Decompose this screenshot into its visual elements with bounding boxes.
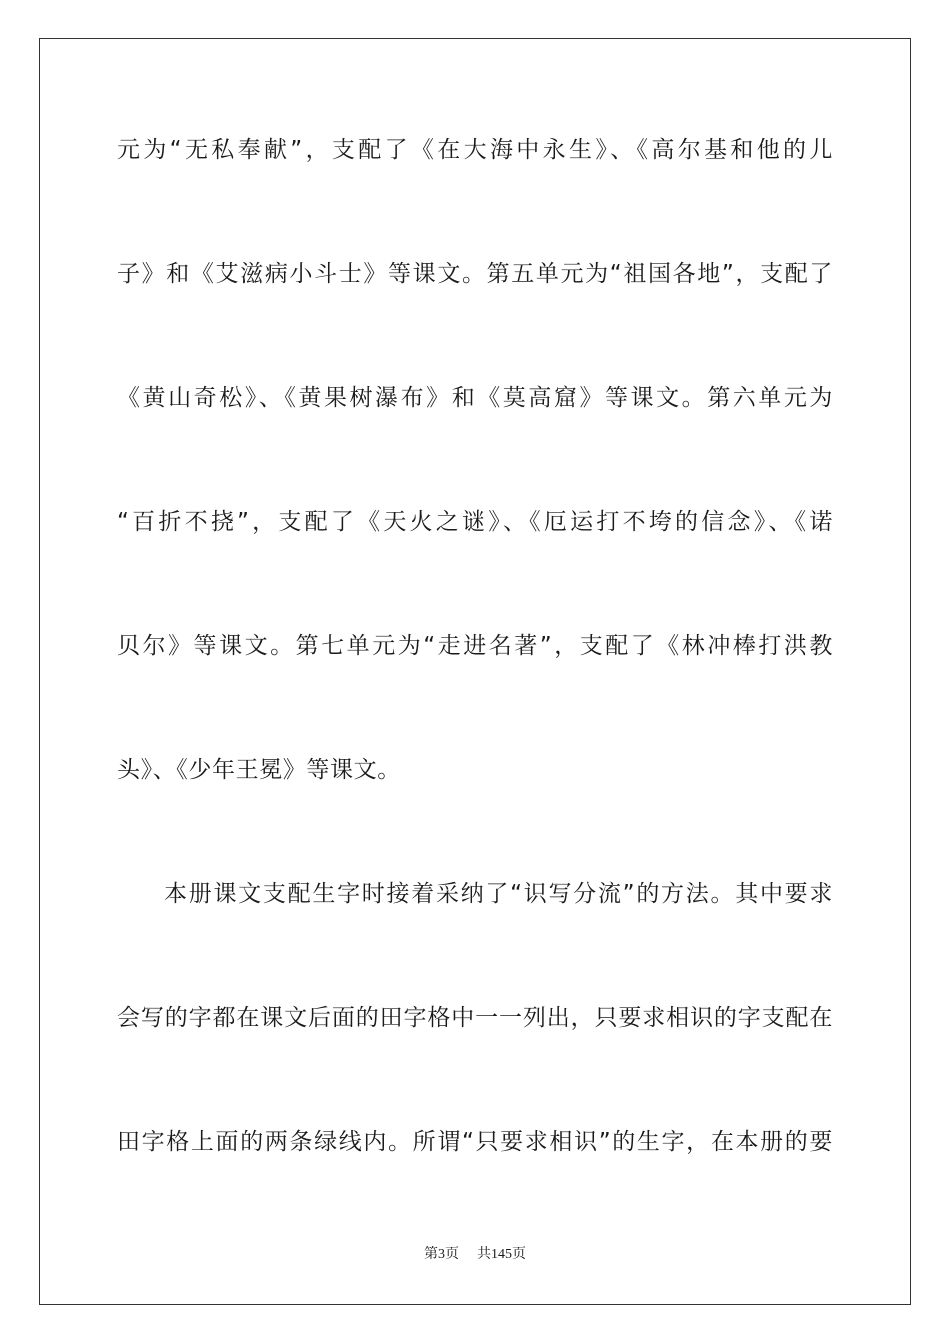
- text-line: 头》、《少年王冕》等课文。: [117, 757, 401, 783]
- page-number: 第3页: [424, 1247, 459, 1262]
- text-line: 贝尔》等课文。第七单元为“走进名著”，支配了《林冲棒打洪教: [117, 633, 833, 659]
- text-line: 子》和《艾滋病小斗士》等课文。第五单元为“祖国各地”，支配了: [117, 261, 833, 287]
- text-line: 元为“无私奉献”，支配了《在大海中永生》、《高尔基和他的儿: [117, 137, 833, 163]
- page-footer: [0, 1245, 950, 1265]
- page-total: 共145页: [477, 1247, 526, 1262]
- text-line: 田字格上面的两条绿线内。所谓“只要求相识”的生字，在本册的要: [117, 1129, 833, 1155]
- paragraph-first-line: 本册课文支配生字时接着采纳了“识写分流”的方法。其中要求: [164, 881, 833, 907]
- text-line: 《黄山奇松》、《黄果树瀑布》和《莫高窟》等课文。第六单元为: [117, 385, 833, 411]
- page-border: [39, 38, 911, 1305]
- text-line: 会写的字都在课文后面的田字格中一一列出，只要求相识的字支配在: [117, 1005, 833, 1031]
- text-line: “百折不挠”，支配了《天火之谜》、《厄运打不垮的信念》、《诺: [117, 509, 833, 535]
